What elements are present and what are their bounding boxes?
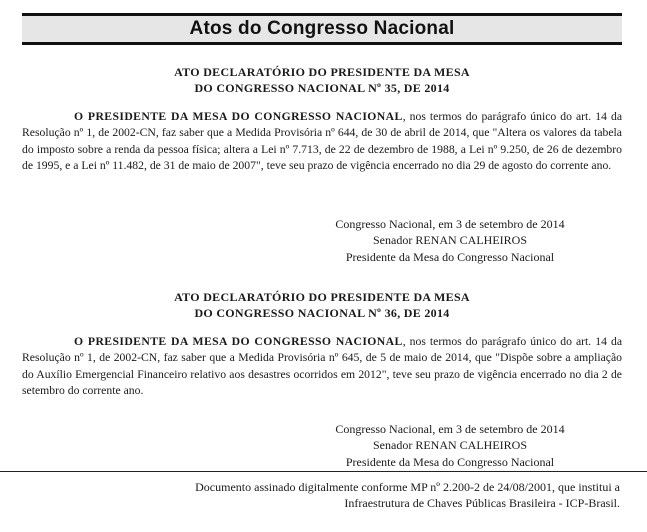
act-lead: O PRESIDENTE DA MESA DO CONGRESSO NACIONAL xyxy=(74,335,403,348)
act-title-line-1: ATO DECLARATÓRIO DO PRESIDENTE DA MESA xyxy=(174,290,470,304)
signature-block xyxy=(300,216,600,265)
act-36 xyxy=(22,289,622,400)
act-title-line-1: ATO DECLARATÓRIO DO PRESIDENTE DA MESA xyxy=(174,65,470,79)
act-title-line-2: DO CONGRESSO NACIONAL Nº 35, DE 2014 xyxy=(194,81,450,95)
act-lead: O PRESIDENTE DA MESA DO CONGRESSO NACIONAL xyxy=(74,110,403,123)
act-35 xyxy=(22,64,622,175)
signature-block xyxy=(300,421,600,470)
act-body xyxy=(22,334,622,400)
signature-place-date: Congresso Nacional, em 3 de setembro de 2014 xyxy=(335,422,565,436)
act-title-line-2: DO CONGRESSO NACIONAL Nº 36, DE 2014 xyxy=(194,306,450,320)
act-title xyxy=(22,289,622,321)
signature-place-date: Congresso Nacional, em 3 de setembro de 2014 xyxy=(335,217,565,231)
signature-signer: Senador RENAN CALHEIROS xyxy=(373,233,527,248)
signature-role: Presidente da Mesa do Congresso Nacional xyxy=(345,454,555,469)
signature-role: Presidente da Mesa do Congresso Nacional xyxy=(345,249,555,264)
act-text: , nos termos do parágrafo único do art. 14 da Resolução nº 1, de 2002-CN, faz saber que a Medida Provisória nº 644, de 30 de abril de 2014, que "Altera os valores da tabela do imposto sobre a renda da pessoa física; altera a Lei nº 7.713, de 22 de dezembro de 1988, a Lei nº 9.250, de 26 de dezembro de 1995, e a Lei nº 11.482, de 31 de maio de 2007", teve seu prazo de vigência encerrado no dia 29 de agosto do corrente ano. xyxy=(22,110,623,173)
act-body xyxy=(22,109,622,175)
act-title xyxy=(22,64,622,96)
footer-line-1: Documento assinado digitalmente conforme MP nº 2.200-2 de 24/08/2001, que institui a xyxy=(195,480,620,494)
section-header xyxy=(22,13,622,45)
section-title: Atos do Congresso Nacional xyxy=(189,18,455,39)
act-text: , nos termos do parágrafo único do art. 14 da Resolução nº 1, de 2002-CN, faz saber que a Medida Provisória nº 645, de 5 de maio de 2014, que "Dispõe sobre a ampliação do Auxílio Emergencial Financeiro relativo aos desastres ocorridos em 2012", teve seu prazo de vigência encerrado no dia 2 de setembro do corrente ano. xyxy=(22,335,623,398)
footer-divider xyxy=(0,471,647,472)
digital-signature-footer xyxy=(60,479,620,512)
signature-signer: Senador RENAN CALHEIROS xyxy=(373,438,527,453)
footer-line-2: Infraestrutura de Chaves Públicas Brasileira - ICP-Brasil. xyxy=(344,496,620,511)
